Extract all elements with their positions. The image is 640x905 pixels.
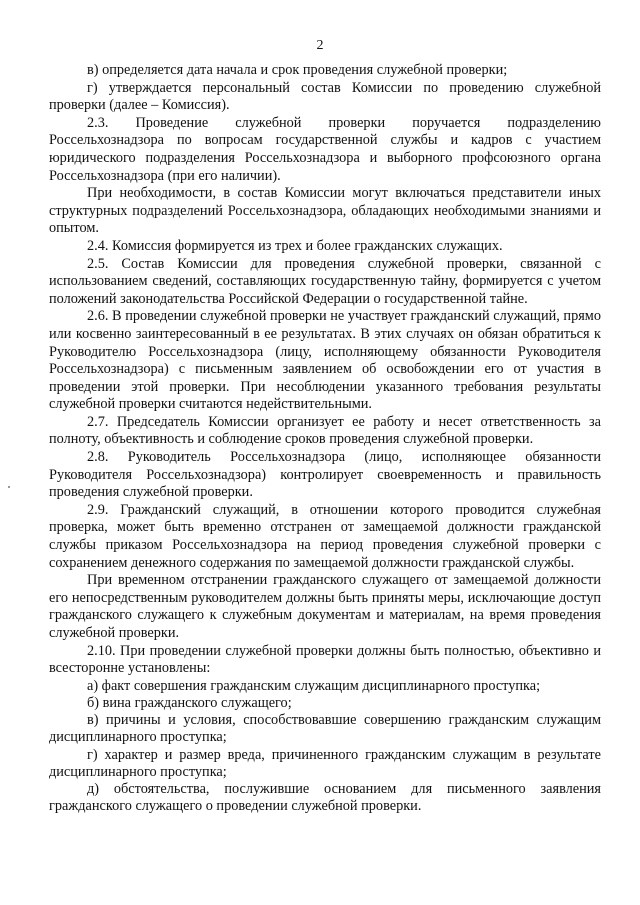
list-item-d: д) обстоятельства, послужившие основанием для письменного заявления гражданского служащего о проведении служебной проверки.	[49, 781, 601, 815]
paragraph-2-6: 2.6. В проведении служебной проверки не участвует гражданский служащий, прямо или косвенно заинтересованный в ее результатах. В этих случаях он обязан обратиться к Руководителю Россельхознадзора (лицу, исполняющему обязанности Руководителя Россельхознадзора) с письменным заявлением об освобождении его от участия в проведении этой проверки. При несоблюдении указанного требования результаты служебной проверки считаются недействительными.	[49, 308, 601, 413]
document-body	[49, 62, 601, 815]
list-item-b: б) вина гражданского служащего;	[87, 694, 292, 711]
page-number: 2	[316, 38, 324, 53]
paragraph-2-8: 2.8. Руководитель Россельхознадзора (лицо, исполняющее обязанности Руководителя Россельхознадзора) контролирует своевременность и правильность проведения служебной проверки.	[49, 449, 601, 501]
list-item-g: г) характер и размер вреда, причиненного гражданским служащим в результате дисциплинарного проступка;	[49, 746, 601, 780]
paragraph-2-7: 2.7. Председатель Комиссии организует ее работу и несет ответственность за полноту, объективность и соблюдение сроков проведения служебной проверки.	[49, 413, 601, 448]
paragraph-2-10: 2.10. При проведении служебной проверки должны быть полностью, объективно и всесторонне установлены:	[49, 642, 601, 677]
list-item-a: а) факт совершения гражданским служащим дисциплинарного проступка;	[87, 677, 541, 694]
paragraph-commission-members: При необходимости, в состав Комиссии могут включаться представители иных структурных подразделений Россельхознадзора, обладающих необходимыми знаниями и опытом.	[49, 185, 601, 237]
paragraph-2-3: 2.3. Проведение служебной проверки поручается подразделению Россельхознадзора по вопросам государственной службы и кадров с участием юридического подразделения Россельхознадзора и выборного профсоюзного органа Россельхознадзора (при его наличии).	[49, 114, 601, 184]
paragraph-item-v: в) определяется дата начала и срок проведения служебной проверки;	[87, 62, 508, 78]
list-item-v: в) причины и условия, способствовавшие совершению гражданским служащим дисциплинарного проступка;	[49, 712, 601, 746]
paragraph-2-9: 2.9. Гражданский служащий, в отношении которого проводится служебная проверка, может быть временно отстранен от замещаемой должности гражданской службы приказом Россельхознадзора на период проведения служебной проверки с сохранением денежного содержания по замещаемой должности гражданской службы.	[49, 501, 601, 571]
paragraph-2-5: 2.5. Состав Комиссии для проведения служебной проверки, связанной с использованием сведений, составляющих государственную тайну, формируется с учетом положений законодательства Российской Федерации о государственной тайне.	[49, 255, 601, 307]
paragraph-item-g: г) утверждается персональный состав Комиссии по проведению служебной проверки (далее – Комиссия).	[49, 79, 601, 114]
scan-mark	[8, 486, 10, 488]
paragraph-temporary-suspension: При временном отстранении гражданского служащего от замещаемой должности его непосредственным руководителем должны быть приняты меры, исключающие доступ гражданского служащего к служебным документам и материалам, на время проведения служебной проверки.	[49, 572, 601, 641]
paragraph-2-4: 2.4. Комиссия формируется из трех и более гражданских служащих.	[87, 237, 503, 254]
